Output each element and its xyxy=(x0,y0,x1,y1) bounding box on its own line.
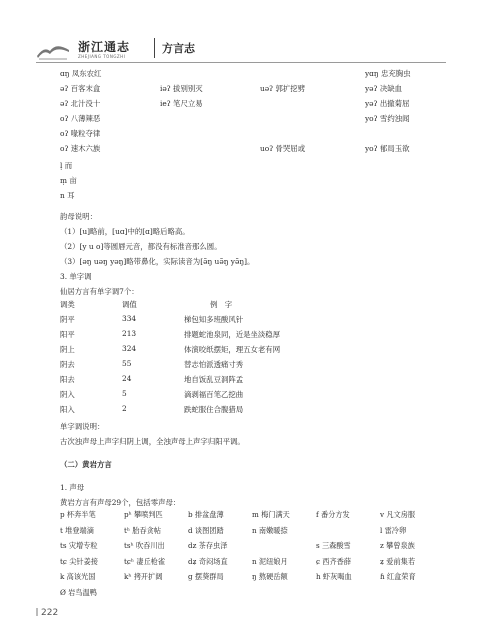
final-entry: uoʔ 骨哭屈或 xyxy=(260,144,306,153)
initials-row xyxy=(60,588,442,604)
initial-entry: ts 灾增专粒 xyxy=(60,541,98,550)
initial-entry: pʰ 攀喷判匹 xyxy=(124,510,163,519)
final-entry: yoʔ 雪约浊闻 xyxy=(365,114,410,123)
tone-row xyxy=(60,344,442,359)
final-entry: ieʔ 笔尺立易 xyxy=(160,99,203,108)
tone-row xyxy=(60,329,442,344)
tone-row xyxy=(60,359,442,374)
initial-entry: l 雷冷卵 xyxy=(380,525,407,535)
tones-heading: 3. 单字调 xyxy=(60,272,92,281)
tone-value: 2 xyxy=(122,404,127,413)
header-separator xyxy=(154,38,155,58)
volume-title: 方言志 xyxy=(162,42,195,55)
subsection-title: （二）黄岩方言 xyxy=(60,460,112,469)
initial-entry: tsʰ 吹吞川出 xyxy=(124,541,165,550)
finals-row xyxy=(60,143,442,158)
page-number-marker xyxy=(36,608,38,616)
tones-intro: 仙居方言有单字调7个： xyxy=(60,287,139,296)
finals-row xyxy=(60,83,442,98)
tones-notes-heading: 单字调说明： xyxy=(60,422,105,431)
finals-note: （3）[əŋ uəŋ yəŋ]略带鼻化，实际读音为[ə̃ŋ uə̃ŋ yə̃ŋ]。 xyxy=(60,257,255,266)
syllabic-entry: l̩ 而 xyxy=(60,161,73,170)
tones-table xyxy=(60,299,442,419)
publication-subtitle: ZHEJIANG TONGZHI xyxy=(78,54,126,59)
tone-value: 334 xyxy=(122,314,137,323)
tone-category: 阴上 xyxy=(60,345,75,354)
initials-row xyxy=(60,541,442,557)
initial-entry: Ø 岩鸟温鸭 xyxy=(60,587,97,597)
tones-note: 古次浊声母上声字归阴上调，全浊声母上声字归阳平调。 xyxy=(60,437,245,446)
header-rule xyxy=(36,62,446,63)
initials-intro: 黄岩方言有声母29个，包括零声母： xyxy=(60,498,181,507)
finals-note: （1）[u]略前，[uɑ]中的[ɑ]略后略高。 xyxy=(60,227,190,236)
finals-row xyxy=(60,68,442,83)
tone-examples: 排题蛇池泉同，近是坐淡稳厚 xyxy=(184,330,281,339)
initial-entry: z 攀曾泉族 xyxy=(380,541,415,550)
column-header: 调类 xyxy=(60,300,75,309)
initial-entry: dz 茶存虫泽 xyxy=(188,541,228,550)
final-entry: yɑŋ 忠充胸虫 xyxy=(365,69,411,78)
tone-value: 324 xyxy=(122,344,137,353)
initial-entry: v 凡文房服 xyxy=(380,510,416,519)
initial-entry: ɦ 红盒荣育 xyxy=(380,572,416,581)
finals-row xyxy=(60,98,442,113)
finals-table xyxy=(60,68,442,158)
tone-row xyxy=(60,374,442,389)
initial-entry: kʰ 拷开扩阔 xyxy=(124,572,163,581)
tone-value: 55 xyxy=(122,359,132,368)
publication-title: 浙江通志 xyxy=(78,40,131,54)
tones-header-row xyxy=(60,299,442,314)
tone-examples: 体演咬纸摆矩，理五女老有网 xyxy=(184,345,281,354)
initial-entry: s 三森酸雪 xyxy=(316,541,351,550)
tone-category: 阳平 xyxy=(60,330,75,339)
tone-category: 阴入 xyxy=(60,390,75,399)
tone-examples: 地自饭乱豆洞阵孟 xyxy=(184,375,244,384)
tone-row xyxy=(60,314,442,329)
tone-examples: 跌蛇服住合腹猎局 xyxy=(184,405,244,414)
final-entry: ɑŋ 凤东农红 xyxy=(60,69,102,78)
column-header: 例 字 xyxy=(210,300,233,309)
page-number-text: 222 xyxy=(41,608,59,618)
initial-entry: m 梅门满天 xyxy=(252,510,290,519)
tone-value: 213 xyxy=(122,329,137,338)
initial-entry: g 摆葵群局 xyxy=(188,572,224,581)
tone-category: 阳去 xyxy=(60,375,75,384)
finals-row xyxy=(60,128,442,143)
tone-row xyxy=(60,404,442,419)
page-header xyxy=(36,34,446,64)
tone-category: 阴平 xyxy=(60,315,75,324)
initials-table xyxy=(60,510,442,603)
final-entry: yoʔ 郁局玉欲 xyxy=(365,144,410,153)
initial-entry: ŋ 熬硬岳额 xyxy=(252,572,288,581)
final-entry: yəʔ 决缺血 xyxy=(365,84,403,93)
finals-notes-heading: 韵母说明： xyxy=(60,212,97,221)
initial-entry: p 杯奔半笔 xyxy=(60,510,96,519)
tone-row xyxy=(60,389,442,404)
initial-entry: d 谈图团踏 xyxy=(188,525,224,535)
tone-examples: 梯包知多班酸风针 xyxy=(184,315,244,324)
final-entry: əʔ 北汁没十 xyxy=(60,99,101,108)
initial-entry: tɕʰ 凄丘枪雀 xyxy=(124,556,166,566)
tone-category: 阳入 xyxy=(60,405,75,414)
initial-entry: tɕ 尖针姜接 xyxy=(60,556,98,566)
initials-row xyxy=(60,572,442,588)
finals-note: （2）[y u o]等圆唇元音，都没有标准音那么圆。 xyxy=(60,242,222,251)
initials-row xyxy=(60,526,442,542)
initials-row xyxy=(60,510,442,526)
initial-entry: k 高该光国 xyxy=(60,572,96,581)
logo-mountain-icon xyxy=(36,38,70,60)
page-number xyxy=(36,608,58,618)
initial-entry: dʑ 奇闷场直 xyxy=(188,556,228,566)
final-entry: oʔ 喙粒夺律 xyxy=(60,129,101,138)
final-entry: oʔ 八薄辣恶 xyxy=(60,114,101,123)
initial-entry: ɕ 西齐香薛 xyxy=(316,556,352,566)
tone-examples: 替志怕派透痛寸秀 xyxy=(184,360,244,369)
initial-entry: n 泥纽娘月 xyxy=(252,556,288,566)
tone-value: 5 xyxy=(122,389,127,398)
final-entry: əʔ 百客末盒 xyxy=(60,84,101,93)
initial-entry: n 南嫩暖捺 xyxy=(252,525,288,535)
initials-heading: 1. 声母 xyxy=(60,483,85,492)
tone-category: 阴去 xyxy=(60,360,75,369)
initial-entry: h 虾灰喝血 xyxy=(316,572,352,581)
initial-entry: ʑ 爱前集若 xyxy=(380,556,416,566)
initial-entry: tʰ 胎吞贪帖 xyxy=(124,525,162,535)
column-header: 调值 xyxy=(122,300,137,309)
initial-entry: b 排盆盘薄 xyxy=(188,510,224,519)
tone-examples: 滴剥福百笔乙挖曲 xyxy=(184,390,244,399)
tone-value: 24 xyxy=(122,374,132,383)
initials-row xyxy=(60,557,442,573)
final-entry: oʔ 速木六族 xyxy=(60,144,101,153)
final-entry: uəʔ 郭扩挖劈 xyxy=(260,84,306,93)
initial-entry: f 番分方发 xyxy=(316,510,350,519)
initial-entry: t 堆登端滴 xyxy=(60,525,94,535)
final-entry: iəʔ 拔别别灭 xyxy=(160,84,203,93)
syllabic-entry: n 耳 xyxy=(60,191,75,200)
finals-row xyxy=(60,113,442,128)
final-entry: yəʔ 出撤菊屈 xyxy=(365,99,410,108)
page-body xyxy=(60,68,442,603)
syllabic-entry: m̩ 亩 xyxy=(60,176,77,185)
